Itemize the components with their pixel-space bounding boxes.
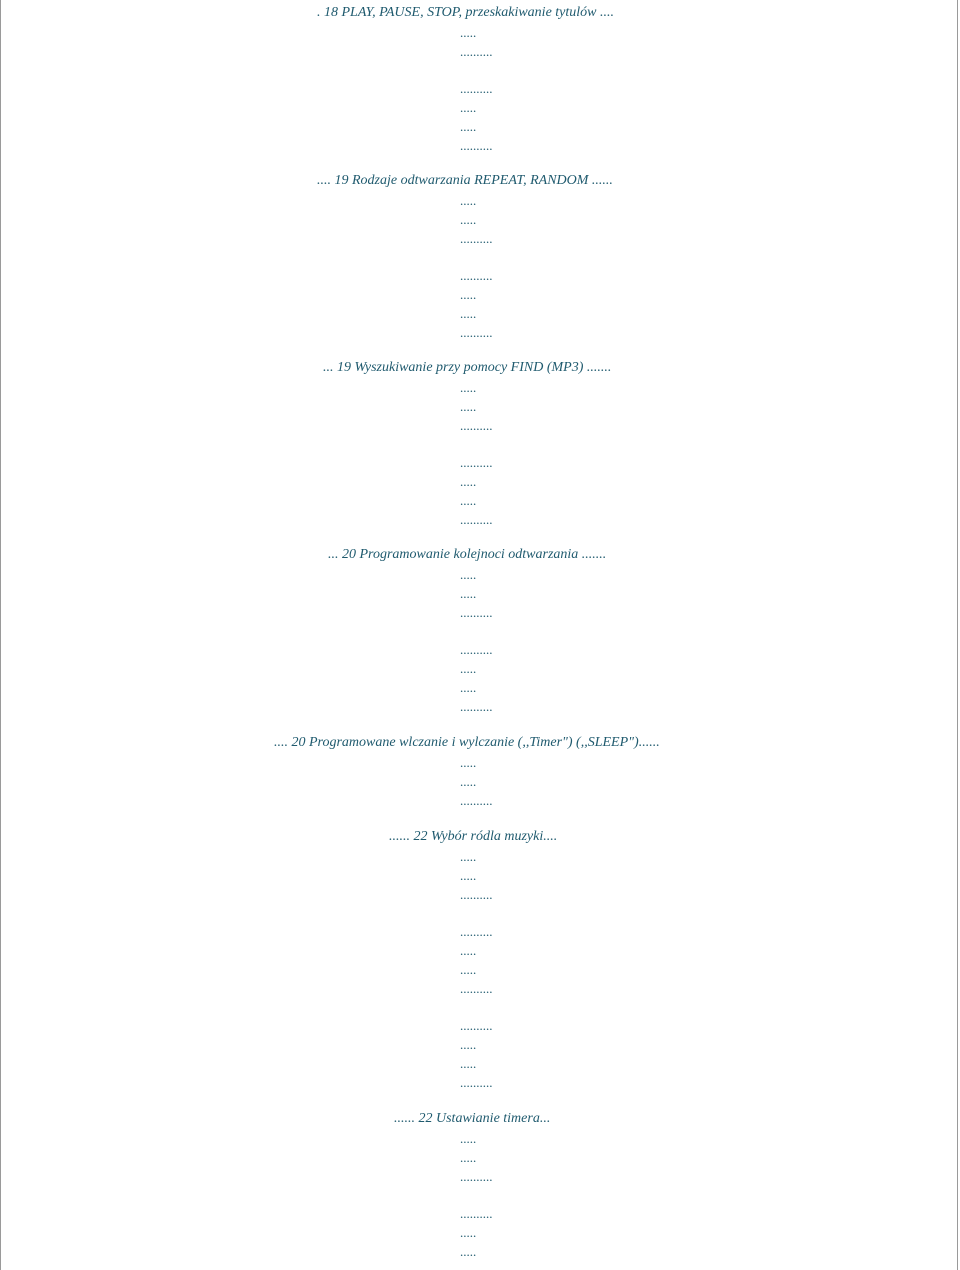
dot-leader: ..... <box>460 25 477 40</box>
dot-leader: ..... <box>460 212 477 227</box>
dot-leader: ..... <box>460 119 477 134</box>
dot-leader: ..... <box>460 1244 477 1259</box>
dot-leader: ..... <box>460 493 477 508</box>
dot-leader: .......... <box>460 268 493 283</box>
dot-leader: ..... <box>460 306 477 321</box>
dot-leader: .......... <box>460 512 493 527</box>
toc-entry: ...... 22 Wybór ródla muzyki.... <box>389 829 558 844</box>
dot-leader: ..... <box>460 849 477 864</box>
dot-leader: ..... <box>460 661 477 676</box>
dot-leader: .......... <box>460 325 493 340</box>
dot-leader: ..... <box>460 755 477 770</box>
toc-entry: ...... 22 Ustawianie timera... <box>394 1111 551 1126</box>
dot-leader: .......... <box>460 887 493 902</box>
dot-leader: ..... <box>460 399 477 414</box>
dot-leader: ..... <box>460 962 477 977</box>
dot-leader: .......... <box>460 699 493 714</box>
dot-leader: .......... <box>460 418 493 433</box>
dot-leader: .......... <box>460 1169 493 1184</box>
dot-leader: ..... <box>460 1037 477 1052</box>
dot-leader: .......... <box>460 1206 493 1221</box>
dot-leader: .......... <box>460 81 493 96</box>
dot-leader: ..... <box>460 474 477 489</box>
dot-leader: ..... <box>460 943 477 958</box>
dot-leader: .......... <box>460 44 493 59</box>
dot-leader: .......... <box>460 455 493 470</box>
dot-leader: ..... <box>460 380 477 395</box>
dot-leader: .......... <box>460 605 493 620</box>
dot-leader: ..... <box>460 287 477 302</box>
toc-entry: ... 19 Wyszukiwanie przy pomocy FIND (MP3) ....... <box>323 360 612 375</box>
dot-leader: .......... <box>460 642 493 657</box>
dot-leader: ..... <box>460 100 477 115</box>
toc-entry: .... 19 Rodzaje odtwarzania REPEAT, RANDOM ...... <box>317 173 613 188</box>
dot-leader: ..... <box>460 567 477 582</box>
dot-leader: .......... <box>460 1018 493 1033</box>
dot-leader: ..... <box>460 193 477 208</box>
dot-leader: ..... <box>460 868 477 883</box>
dot-leader: .......... <box>460 138 493 153</box>
dot-leader: ..... <box>460 1225 477 1240</box>
dot-leader: ..... <box>460 1056 477 1071</box>
dot-leader: ..... <box>460 680 477 695</box>
dot-leader: .......... <box>460 231 493 246</box>
dot-leader: ..... <box>460 586 477 601</box>
dot-leader: ..... <box>460 1131 477 1146</box>
dot-leader: .......... <box>460 924 493 939</box>
toc-entry: .... 20 Programowane wlczanie i wylczanie (,,Timer") (,,SLEEP")...... <box>274 735 660 750</box>
dot-leader: ..... <box>460 774 477 789</box>
dot-leader: .......... <box>460 981 493 996</box>
dot-leader: .......... <box>460 793 493 808</box>
toc-entry: . 18 PLAY, PAUSE, STOP, przeskakiwanie tytulów .... <box>317 5 615 20</box>
toc-entry: ... 20 Programowanie kolejnoci odtwarzania ....... <box>328 547 607 562</box>
dot-leader: .......... <box>460 1075 493 1090</box>
dot-leader: ..... <box>460 1150 477 1165</box>
